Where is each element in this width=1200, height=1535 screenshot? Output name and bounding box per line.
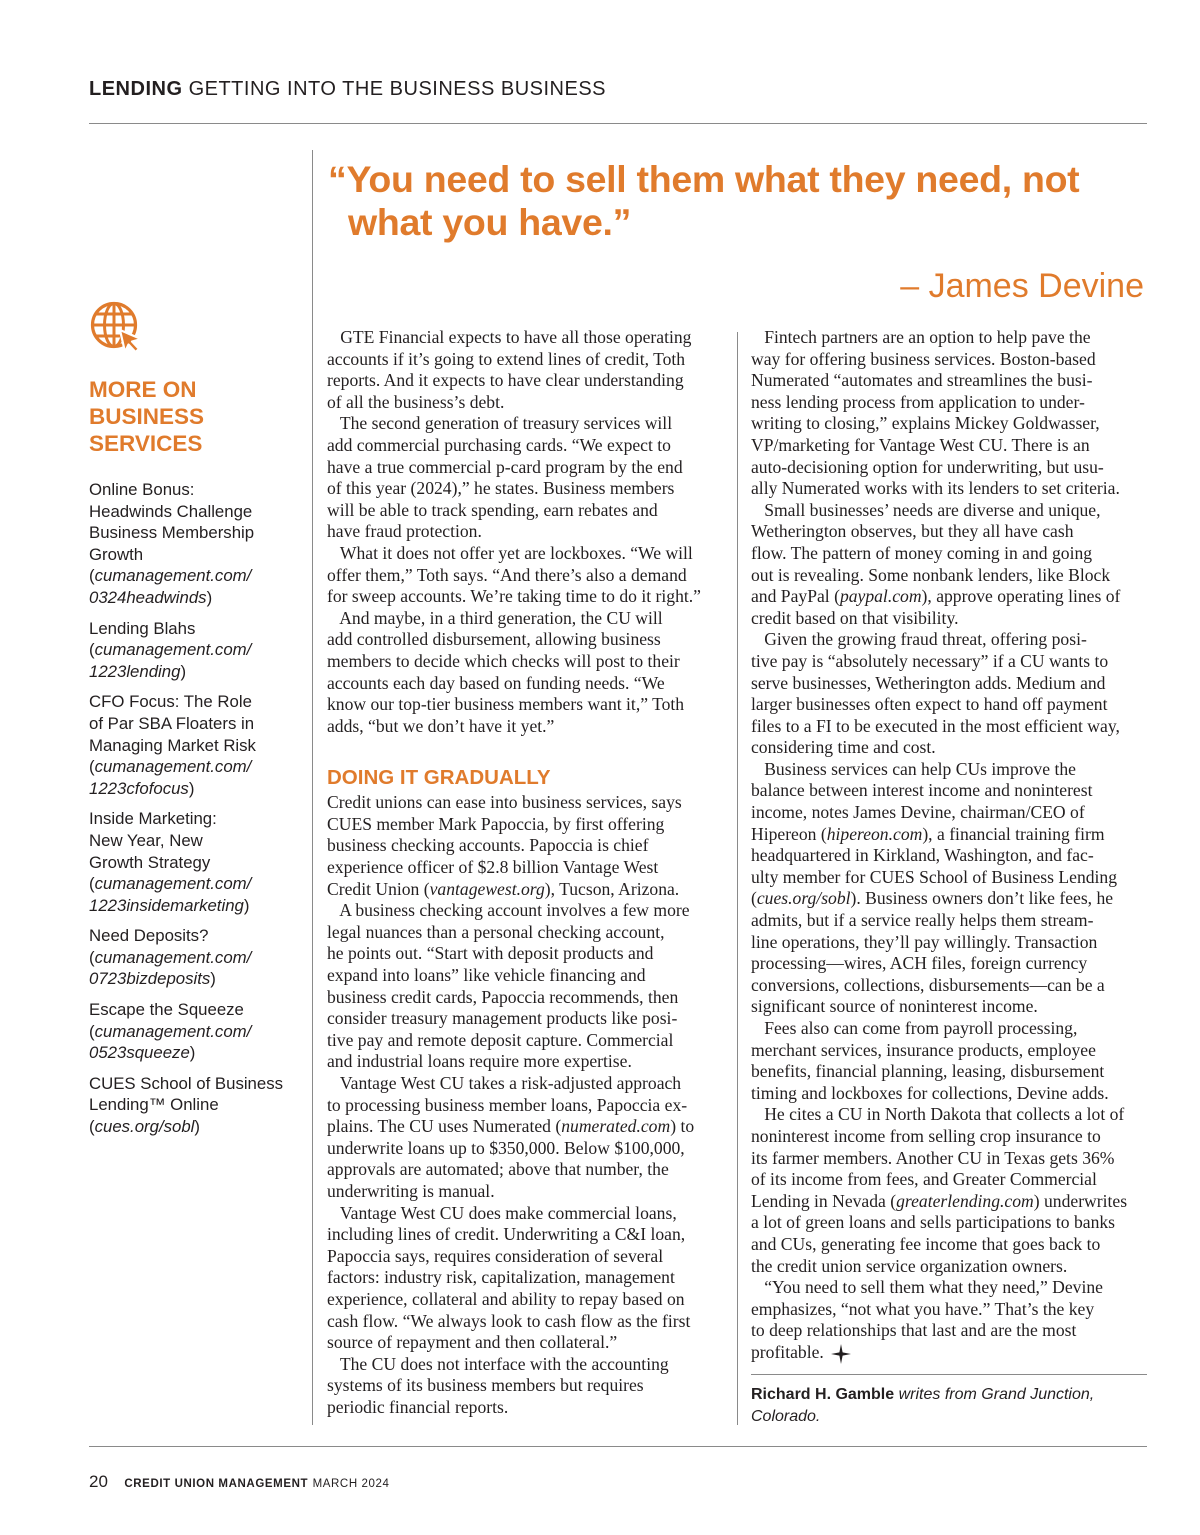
link-title-line: Inside Marketing: [89, 809, 217, 829]
text-line: he points out. “Start with deposit products and [327, 943, 654, 964]
text-line: Business services can help CUs improve the [751, 758, 1076, 779]
text-line: VP/marketing for Vantage West CU. There is an [751, 434, 1090, 455]
article-column-1 [327, 327, 725, 1419]
text-line: benefits, financial planning, leasing, disbursement [751, 1061, 1105, 1082]
sidebar-title-line: BUSINESS [89, 404, 205, 429]
text-line: approvals are automated; above that number, the [327, 1159, 669, 1180]
text-line: offer them,” Toth says. “And there’s also a demand [327, 564, 687, 585]
text-line: (cues.org/sobl). Business owners don’t like fees, he [751, 888, 1114, 909]
text-line: processing—wires, ACH files, foreign currency [751, 953, 1088, 974]
text-line: serve businesses, Wetherington adds. Medium and [751, 672, 1106, 693]
sidebar-title [89, 376, 304, 457]
text-line: legal nuances than a personal checking account, [327, 921, 665, 942]
link-title-line: Business Membership [89, 523, 255, 543]
text-line: “You need to sell them what they need,” Devine [751, 1277, 1103, 1298]
text-line: a lot of green loans and sells participations to banks [751, 1212, 1116, 1233]
text-line: members to decide which checks will post to their [327, 650, 680, 671]
author-byline [751, 1384, 1151, 1428]
text-line: plains. The CU uses Numerated (numerated.com) to [327, 1116, 695, 1137]
text-line: The second generation of treasury services will [327, 413, 673, 434]
text-line: expand into loans” like vehicle financing and [327, 965, 646, 986]
text-line: the credit union service organization owners. [751, 1255, 1068, 1276]
column-2-body [751, 327, 1149, 1365]
link-title-line: Need Deposits? [89, 926, 209, 946]
text-line: have fraud protection. [327, 521, 482, 542]
page-footer [89, 1472, 390, 1492]
link-url[interactable]: (cumanagement.com/ [89, 947, 252, 967]
text-line: Given the growing fraud threat, offering posi- [751, 629, 1087, 650]
text-line: income, notes James Devine, chairman/CEO of [751, 802, 1085, 823]
text-line: Vantage West CU does make commercial loans, [327, 1202, 677, 1223]
text-line: conversions, collections, disbursements—can be a [751, 974, 1105, 995]
text-line: experience, collateral and ability to repay based on [327, 1288, 685, 1309]
text-line: including lines of credit. Underwriting a C&I loan, [327, 1224, 686, 1245]
magazine-name: CREDIT UNION MANAGEMENT [124, 1478, 309, 1490]
link-title-line: New Year, New [89, 830, 203, 850]
text-line: files to a FI to be executed in the most efficient way, [751, 715, 1120, 736]
text-line: auto-decisioning option for underwriting, but usu- [751, 456, 1104, 477]
link-url[interactable]: 0324headwinds) [89, 587, 213, 607]
text-line: Fees also can come from payroll processing, [751, 1018, 1078, 1038]
sidebar-link-lending-blahs[interactable] [89, 618, 304, 683]
column-1-opening [327, 327, 725, 737]
text-line: source of repayment and then collateral.” [327, 1332, 618, 1353]
text-line: He cites a CU in North Dakota that collects a lot of [751, 1104, 1125, 1125]
text-line: And maybe, in a third generation, the CU will [327, 607, 663, 628]
link-title-line: of Par SBA Floaters in [89, 713, 255, 733]
text-line: consider treasury management products like posi- [327, 1008, 678, 1029]
text-line: Vantage West CU takes a risk-adjusted approach [327, 1073, 682, 1093]
text-line: to processing business member loans, Papoccia ex- [327, 1094, 688, 1115]
text-line: adds, “but we don’t have it yet.” [327, 715, 555, 736]
link-title-line: Headwinds Challenge [89, 501, 253, 521]
text-line: balance between interest income and noninterest [751, 780, 1093, 801]
text-line: tive pay and remote deposit capture. Commercial [327, 1029, 674, 1050]
text-line: business checking accounts. Papoccia is chief [327, 835, 649, 856]
text-line: ulty member for CUES School of Business Lending [751, 866, 1118, 887]
link-title-line: CFO Focus: The Role [89, 692, 252, 712]
link-title-line: Escape the Squeeze [89, 1000, 244, 1020]
text-line: underwriting is manual. [327, 1180, 495, 1201]
text-line: noninterest income from selling crop insurance to [751, 1125, 1101, 1146]
text-line: reports. And it expects to have clear understanding [327, 370, 684, 391]
running-header [89, 78, 606, 101]
link-title-line: Managing Market Risk [89, 735, 256, 755]
sidebar-link-need-deposits[interactable] [89, 925, 304, 990]
text-line: Credit unions can ease into business services, says [327, 792, 682, 813]
text-line: larger businesses often expect to hand off payment [751, 694, 1108, 715]
text-line: Hipereon (hipereon.com), a financial training firm [751, 823, 1105, 844]
sparkle-end-icon [830, 1343, 852, 1365]
globe-cursor-icon [89, 300, 143, 354]
link-url[interactable]: 1223cfofocus) [89, 778, 195, 798]
text-line: ness lending process from application to under- [751, 391, 1085, 412]
link-url[interactable]: (cumanagement.com/ [89, 640, 252, 660]
link-title-line: Lending Blahs [89, 618, 196, 638]
section-subtitle: GETTING INTO THE BUSINESS BUSINESS [188, 78, 607, 100]
link-title-line: Growth [89, 544, 144, 564]
sidebar-divider [312, 150, 313, 1425]
text-line: Papoccia says, requires consideration of several [327, 1245, 664, 1266]
text-line: out is revealing. Some nonbank lenders, like Block [751, 564, 1111, 585]
text-line: add commercial purchasing cards. “We expect to [327, 434, 671, 455]
link-url[interactable]: (cumanagement.com/ [89, 1021, 252, 1041]
column-divider [737, 332, 738, 1425]
byline-rule [751, 1374, 1147, 1375]
text-line: profitable. [751, 1342, 1149, 1365]
text-line: credit based on that visibility. [751, 607, 959, 628]
page-number: 20 [89, 1472, 108, 1491]
text-line: Fintech partners are an option to help pave the [751, 327, 1091, 347]
text-line: business credit cards, Papoccia recommends, then [327, 986, 679, 1007]
text-line: to deep relationships that last and are the most [751, 1320, 1077, 1341]
text-line: Credit Union (vantagewest.org), Tucson, Arizona. [327, 878, 680, 899]
text-line: headquartered in Kirkland, Washington, and fac- [751, 845, 1094, 866]
byline-text: writes from Grand Junction, [894, 1386, 1095, 1403]
sidebar-link-cues-school[interactable] [89, 1073, 304, 1138]
text-line: line operations, they’ll pay willingly. Transaction [751, 931, 1098, 952]
link-title-line: Growth Strategy [89, 852, 211, 872]
text-line: accounts if it’s going to extend lines of credit, Toth [327, 348, 686, 369]
text-line: Small businesses’ needs are diverse and unique, [751, 499, 1101, 520]
sidebar-link-headwinds[interactable] [89, 479, 304, 609]
text-line: systems of its business members but requires [327, 1375, 644, 1396]
link-url[interactable]: (cumanagement.com/ [89, 757, 252, 777]
text-line: CUES member Mark Papoccia, by first offering [327, 813, 665, 834]
text-line: and industrial loans require more expertise. [327, 1051, 632, 1072]
author-name: Richard H. Gamble [751, 1386, 895, 1403]
text-line: A business checking account involves a few more [327, 900, 690, 921]
article-column-2 [751, 327, 1149, 1365]
link-url[interactable]: (cumanagement.com/ [89, 874, 252, 894]
text-line: its farmer members. Another CU in Texas gets 36% [751, 1147, 1115, 1168]
pull-quote-line-2: what you have.” [348, 201, 632, 243]
text-line: periodic financial reports. [327, 1396, 509, 1417]
issue-date: MARCH 2024 [312, 1478, 390, 1490]
subhead-doing-it-gradually: DOING IT GRADUALLY [327, 766, 551, 790]
sidebar-link-cfo-focus[interactable] [89, 691, 304, 799]
link-url[interactable]: 0523squeeze) [89, 1043, 196, 1063]
link-title-line: CUES School of Business [89, 1073, 284, 1093]
sidebar-title-line: SERVICES [89, 431, 203, 456]
text-line: underwrite loans up to $350,000. Below $100,000, [327, 1137, 685, 1158]
text-line: factors: industry risk, capitalization, management [327, 1267, 675, 1288]
text-line: GTE Financial expects to have all those operating [327, 327, 692, 347]
text-line: cash flow. “We always look to cash flow as the first [327, 1310, 691, 1331]
text-line: What it does not offer yet are lockboxes. “We will [327, 542, 693, 563]
text-line: timing and lockboxes for collections, Devine adds. [751, 1082, 1109, 1103]
text-line: tive pay is “absolutely necessary” if a CU wants to [751, 650, 1109, 671]
text-line: writing to closing,” explains Mickey Goldwasser, [751, 413, 1100, 434]
sidebar-link-escape-squeeze[interactable] [89, 999, 304, 1064]
text-line: emphasizes, “not what you have.” That’s the key [751, 1298, 1095, 1319]
section-label: LENDING [89, 78, 183, 100]
text-line: The CU does not interface with the accounting [327, 1353, 669, 1374]
sidebar-links [89, 479, 304, 1138]
text-line: experience officer of $2.8 billion Vantage West [327, 857, 659, 878]
text-line: of all the business’s debt. [327, 391, 505, 412]
sidebar [89, 300, 304, 1147]
text-line: considering time and cost. [751, 737, 936, 758]
text-line: for sweep accounts. We’re taking time to do it right.” [327, 586, 701, 607]
link-url[interactable]: (cues.org/sobl) [89, 1117, 200, 1137]
sidebar-link-inside-marketing[interactable] [89, 808, 304, 916]
text-line: will be able to track spending, earn rebates and [327, 499, 658, 520]
column-1-section [327, 792, 725, 1418]
footer-rule [89, 1446, 1147, 1447]
text-line: know our top-tier business members want it,” Toth [327, 694, 685, 715]
text-line: and PayPal (paypal.com), approve operating lines of [751, 586, 1121, 607]
pull-quote-attribution: – James Devine [900, 267, 1144, 305]
text-line: of its income from fees, and Greater Commercial [751, 1169, 1097, 1190]
text-line: significant source of noninterest income. [751, 996, 1038, 1017]
header-rule [89, 123, 1147, 124]
text-line: have a true commercial p-card program by the end [327, 456, 683, 477]
pull-quote-line-1: “You need to sell them what they need, not [328, 158, 1080, 200]
sidebar-title-line: MORE ON [89, 377, 197, 402]
text-line: admits, but if a service really helps them stream- [751, 910, 1094, 931]
byline-text-2: Colorado. [751, 1408, 821, 1425]
text-line: ally Numerated works with its lenders to set criteria. [751, 478, 1120, 499]
text-line: way for offering business services. Boston-based [751, 348, 1096, 369]
text-line: of this year (2024),” he states. Business members [327, 478, 675, 499]
link-url[interactable]: (cumanagement.com/ [89, 566, 252, 586]
text-line: flow. The pattern of money coming in and going [751, 542, 1093, 563]
text-line: Numerated “automates and streamlines the busi- [751, 370, 1093, 391]
text-line: accounts each day based on funding needs. “We [327, 672, 665, 693]
link-title-line: Online Bonus: [89, 480, 195, 499]
text-line: add controlled disbursement, allowing business [327, 629, 661, 650]
text-line: merchant services, insurance products, employee [751, 1039, 1096, 1060]
text-line: Wetherington observes, but they all have cash [751, 521, 1074, 542]
text-line: and CUs, generating fee income that goes back to [751, 1233, 1101, 1254]
link-url[interactable]: 1223insidemarketing) [89, 895, 250, 915]
link-url[interactable]: 1223lending) [89, 661, 187, 681]
text-line: Lending in Nevada (greaterlending.com) underwrites [751, 1190, 1128, 1211]
pull-quote [328, 158, 1118, 244]
link-title-line: Lending™ Online [89, 1095, 219, 1115]
link-url[interactable]: 0723bizdeposits) [89, 969, 216, 989]
